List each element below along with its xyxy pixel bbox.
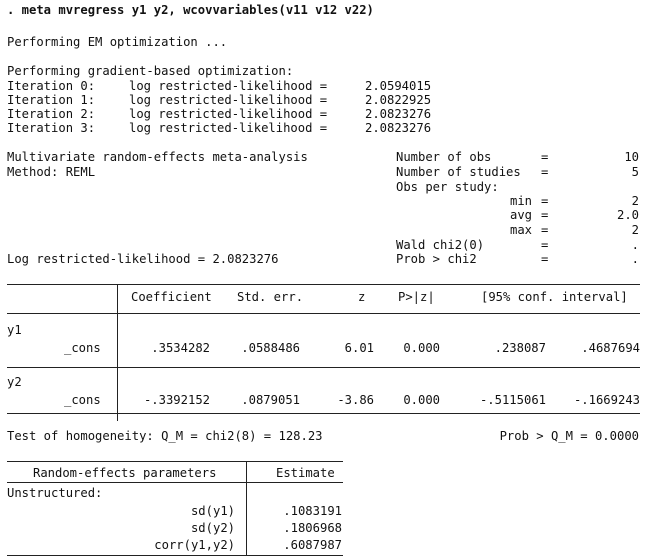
p-value: 0.000 xyxy=(403,393,440,407)
re-table-top-rule xyxy=(7,461,343,462)
equation-name: y1 xyxy=(7,323,22,337)
z-value: 6.01 xyxy=(344,341,374,355)
iteration-text: log restricted-likelihood = xyxy=(129,121,328,135)
table-column-divider xyxy=(117,284,118,421)
stat-equals: = xyxy=(541,165,549,179)
log-likelihood: Log restricted-likelihood = 2.0823276 xyxy=(7,252,279,266)
stat-label: Number of studies xyxy=(396,165,521,179)
stat-equals: = xyxy=(541,150,549,164)
stat-value: 10 xyxy=(624,150,639,164)
em-message: Performing EM optimization ... xyxy=(7,35,228,49)
ci-upper-value: -.1669243 xyxy=(573,393,640,407)
z-value: -3.86 xyxy=(337,393,374,407)
homogeneity-prob: Prob > Q_M = 0.0000 xyxy=(499,429,639,443)
re-param-value: .6087987 xyxy=(283,538,342,552)
table-header-rule xyxy=(7,313,640,314)
stat-equals: = xyxy=(541,238,549,252)
re-param-label: sd(y2) xyxy=(190,521,235,535)
stat-value: . xyxy=(631,252,639,266)
coefficient-value: -.3392152 xyxy=(143,393,210,407)
command-line: . meta mvregress y1 y2, wcovvariables(v11 v12 v22) xyxy=(7,3,374,17)
ci-lower-value: .238087 xyxy=(494,341,546,355)
re-param-label: sd(y1) xyxy=(190,504,235,518)
column-header: [95% conf. interval] xyxy=(481,290,628,304)
homogeneity-test: Test of homogeneity: Q_M = chi2(8) = 128.23 xyxy=(7,429,323,443)
re-param-value: .1806968 xyxy=(283,521,342,535)
stat-value: 5 xyxy=(631,165,639,179)
stat-label: max xyxy=(509,223,532,237)
re-header-label: Random-effects parameters xyxy=(33,466,217,480)
re-param-label: corr(y1,y2) xyxy=(154,538,235,552)
stat-equals: = xyxy=(541,252,549,266)
analysis-title: Multivariate random-effects meta-analysis xyxy=(7,150,308,164)
stat-equals: = xyxy=(541,223,549,237)
p-value: 0.000 xyxy=(403,341,440,355)
stat-label: avg xyxy=(509,208,532,222)
stat-equals: = xyxy=(541,208,549,222)
re-param-value: .1083191 xyxy=(283,504,342,518)
row-label: _cons xyxy=(64,393,101,407)
column-header: P>|z| xyxy=(398,290,435,304)
column-header: Std. err. xyxy=(237,290,304,304)
re-header-estimate: Estimate xyxy=(276,466,335,480)
iteration-label: Iteration 0: xyxy=(7,79,96,93)
equation-name: y2 xyxy=(7,375,22,389)
stat-value: 2 xyxy=(631,223,639,237)
column-header: Coefficient xyxy=(131,290,212,304)
iteration-value: 2.0822925 xyxy=(365,93,432,107)
iteration-value: 2.0823276 xyxy=(365,121,432,135)
table-top-rule xyxy=(7,284,640,285)
column-header: z xyxy=(358,290,366,304)
iteration-text: log restricted-likelihood = xyxy=(129,107,328,121)
iteration-text: log restricted-likelihood = xyxy=(129,79,328,93)
ci-lower-value: -.5115061 xyxy=(479,393,546,407)
stat-value: 2 xyxy=(631,194,639,208)
stat-label: Number of obs xyxy=(396,150,492,164)
re-section-label: Unstructured: xyxy=(7,486,103,500)
iteration-label: Iteration 2: xyxy=(7,107,96,121)
stat-label: min xyxy=(509,194,532,208)
ci-upper-value: .4687694 xyxy=(581,341,640,355)
iteration-value: 2.0594015 xyxy=(365,79,432,93)
stat-value: 2.0 xyxy=(616,208,639,222)
stat-label: Obs per study: xyxy=(396,180,499,194)
std-err-value: .0879051 xyxy=(241,393,300,407)
iteration-label: Iteration 3: xyxy=(7,121,96,135)
table-bottom-rule xyxy=(7,413,640,414)
iteration-label: Iteration 1: xyxy=(7,93,96,107)
method-label: Method: REML xyxy=(7,165,96,179)
std-err-value: .0588486 xyxy=(241,341,300,355)
row-label: _cons xyxy=(64,341,101,355)
re-table-header-rule xyxy=(7,482,343,483)
group-separator-rule xyxy=(7,367,640,368)
re-table-bottom-rule xyxy=(7,555,343,556)
stat-equals: = xyxy=(541,194,549,208)
stat-label: Prob > chi2 xyxy=(396,252,477,266)
gradient-message: Performing gradient-based optimization: xyxy=(7,64,294,78)
coefficient-value: .3534282 xyxy=(151,341,210,355)
iteration-value: 2.0823276 xyxy=(365,107,432,121)
stat-value: . xyxy=(631,238,639,252)
stat-label: Wald chi2(0) xyxy=(396,238,485,252)
re-table-column-divider xyxy=(246,461,247,556)
iteration-text: log restricted-likelihood = xyxy=(129,93,328,107)
